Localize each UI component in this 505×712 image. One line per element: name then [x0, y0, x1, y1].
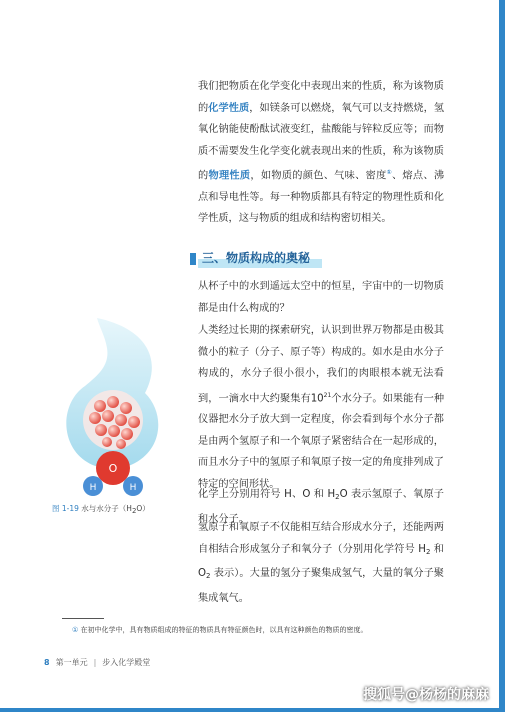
paragraph-text: 个水分子。如果能有一种仪器把水分子放大到一定程度，你会看到每个水分子都是由两个氢原子和一个氧原子紧密结合在一起形成的，而且水分子中的氢原子和氧原子按一定的角度排列成了特定的空间形状。 — [198, 392, 445, 490]
section-heading-text: 三、物质构成的奥秘 — [202, 251, 311, 265]
page-edge-bottom — [0, 708, 505, 712]
footnote-reference: ① — [386, 169, 392, 176]
hydrogen-label-left: H — [89, 483, 97, 493]
water-molecule-figure — [55, 318, 175, 508]
caption-subscript: 2 — [131, 507, 137, 515]
page-number: 8 — [44, 658, 50, 667]
unit-label: 第一单元 — [55, 658, 88, 667]
paragraph-text: 氢原子和氧原子不仅能相互结合形成水分子，还能两两自相结合形成氢分子和氧分子（分别用化学符号 H — [198, 522, 444, 555]
footnote-mark: ① — [72, 626, 79, 634]
figure-caption — [52, 503, 150, 515]
paragraph-hydrogen-oxygen — [198, 517, 444, 609]
paragraph-text: 和 O — [198, 543, 444, 579]
paragraph-text: O 表示氢原子、氧原子和水分子。 — [198, 489, 444, 525]
footnote-divider — [62, 618, 104, 619]
heading-bar — [190, 253, 196, 265]
paragraph-molecules — [198, 320, 444, 495]
footnote — [72, 625, 452, 635]
section-heading — [190, 248, 330, 270]
footnote-text: 在初中化学中，具有物质组成的特征的物质具有特征颜色时，以具有这种颜色的物质的密度。 — [80, 626, 368, 634]
paragraph-text: 表示）。大量的氢分子聚集成氢气，大量的氧分子聚集成氧气。 — [198, 568, 444, 604]
paragraph-text: ，如镁条可以燃烧，氧气可以支持燃烧，氢氧化钠能使酚酞试液变红，盐酸能与锌粒反应等；而物质不需要发生化学变化就表现出来的性质，称为该物质的 — [198, 102, 445, 182]
caption-number: 图 1-19 — [52, 504, 79, 513]
page-footer — [44, 657, 150, 668]
paragraph-text: 化学上分别用符号 H、O 和 H — [198, 489, 336, 500]
unit-title: 步入化学殿堂 — [102, 658, 151, 667]
caption-text-end: O） — [136, 504, 150, 513]
exponent: 21 — [323, 391, 332, 399]
subscript: 2 — [425, 547, 431, 556]
paragraph-text: ，如物质的颜色、气味、密度 — [250, 170, 387, 182]
paragraph-text: 我们把物质在化学变化中表现出来的性质，称为该物质的 — [198, 81, 444, 114]
subscript: 2 — [206, 572, 211, 580]
term-chemical-properties: 化学性质 — [208, 102, 250, 114]
term-physical-properties: 物理性质 — [208, 170, 251, 182]
footer-separator: | — [93, 658, 97, 667]
paragraph-properties — [198, 76, 444, 230]
paragraph-text: 人类经过长期的探索研究，认识到世界万物都是由极其微小的粒子（分子、原子等）构成的。如水是由水分子构成的，水分子很小很小，我们的肉眼根本就无法看到，一滴水中大约聚集有10 — [198, 325, 444, 404]
hydrogen-label-right: H — [129, 483, 137, 493]
paragraph-question: 从杯子中的水到遥远太空中的恒星，宇宙中的一切物质都是由什么构成的？ — [198, 281, 444, 314]
subscript: 2 — [335, 493, 340, 501]
oxygen-label: O — [108, 462, 118, 475]
caption-text: 水与水分子（H — [81, 504, 132, 513]
paragraph-text: 、熔点、沸点和导电性等。每一种物质都具有特定的物理性质和化学性质，这与物质的组成和结构密切相关。 — [198, 170, 445, 225]
source-watermark: 搜狐号@杨杨的麻麻 — [363, 687, 489, 703]
page-edge-right — [499, 0, 505, 712]
water-molecule-illustration — [55, 318, 175, 508]
